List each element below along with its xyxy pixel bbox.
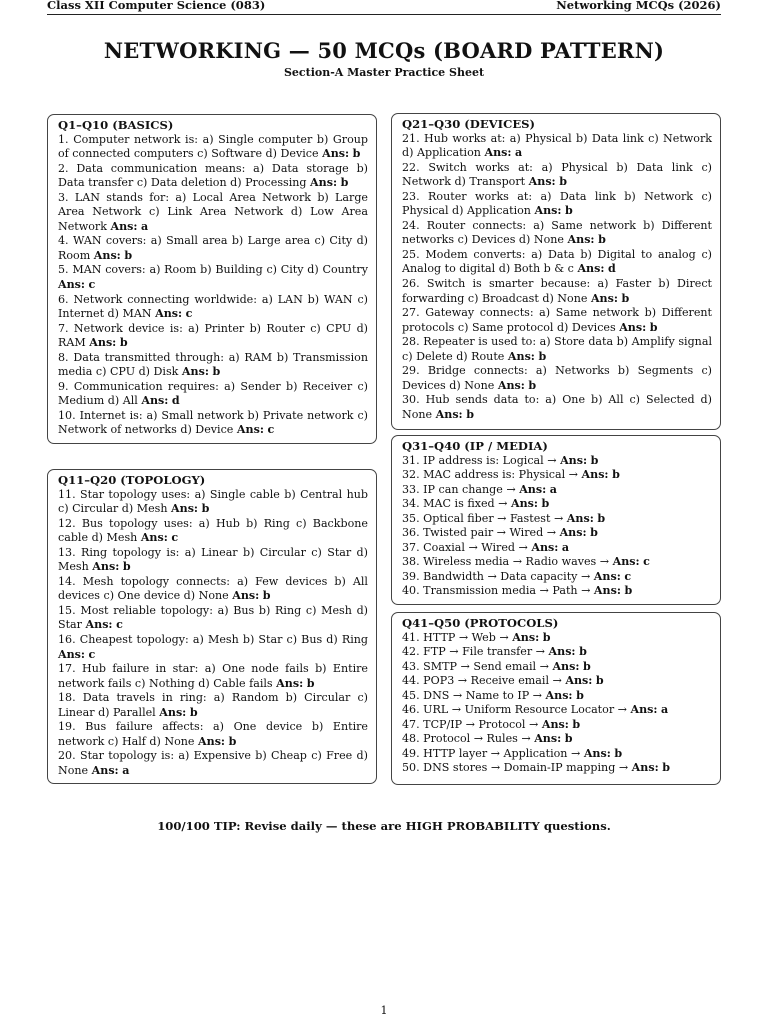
section-protocols <box>391 612 721 785</box>
answer-label: Ans: <box>619 320 647 334</box>
answer-label: Ans: <box>534 204 562 218</box>
question-item <box>402 689 712 704</box>
question-item <box>402 454 712 469</box>
question-item <box>402 645 712 660</box>
answer-value: b <box>662 761 670 775</box>
page-subtitle: Section-A Master Practice Sheet <box>283 66 485 79</box>
question-text: 12. Bus topology uses: a) Hub b) Ring c) Backbone cable d) Mesh <box>58 516 368 545</box>
question-text: 18. Data travels in ring: a) Random b) Circular c) Linear d) Parallel <box>58 691 368 719</box>
answer-value: b <box>559 175 567 189</box>
answer-label: Ans: <box>497 378 525 392</box>
page-header <box>47 0 721 15</box>
section-ip-media <box>391 435 721 605</box>
answer-value: a <box>549 482 557 496</box>
answer-label: Ans: <box>276 676 304 690</box>
answer-value: b <box>612 468 620 482</box>
question-item <box>402 718 712 733</box>
answer-value: d <box>607 262 616 276</box>
question-text: 21. Hub works at: a) Physical b) Data link c) Network d) Application <box>402 131 712 160</box>
answer-label: Ans: <box>583 746 611 760</box>
section-heading: Q31–Q40 (IP / MEDIA) <box>402 439 548 453</box>
question-item <box>402 132 712 161</box>
answer-label: Ans: <box>171 502 199 516</box>
question-item <box>58 351 368 380</box>
answer-label: Ans: <box>435 407 463 421</box>
answer-value: b <box>621 291 630 305</box>
answer-label: Ans: <box>548 645 576 659</box>
question-text: 23. Router works at: a) Data link b) Network c) Physical d) Application <box>402 189 712 218</box>
question-text: 29. Bridge connects: a) Networks b) Segments c) Devices d) None <box>402 364 712 392</box>
question-item <box>402 703 712 718</box>
question-text: 41. HTTP → Web → <box>402 630 509 644</box>
answer-value: c <box>643 555 650 569</box>
answer-label: Ans: <box>581 468 609 482</box>
answer-value: b <box>576 688 584 702</box>
question-text: 37. Coaxial → Wired → <box>402 540 528 554</box>
answer-value: b <box>597 511 606 525</box>
answer-label: Ans: <box>198 734 226 748</box>
question-item <box>58 322 368 351</box>
question-item <box>58 263 368 292</box>
question-text: 38. Wireless media → Radio waves → <box>402 555 610 569</box>
answer-label: Ans: <box>92 560 120 574</box>
answer-value: b <box>590 526 598 540</box>
question-item <box>58 380 368 409</box>
answer-label: Ans: <box>593 584 621 598</box>
question-text: 5. MAN covers: a) Room b) Building c) City d) Country <box>58 263 368 277</box>
answer-value: b <box>306 676 315 690</box>
answer-label: Ans: <box>58 647 86 661</box>
answer-label: Ans: <box>545 688 573 702</box>
section-heading: Q41–Q50 (PROTOCOLS) <box>402 616 559 630</box>
answer-label: Ans: <box>236 423 264 437</box>
answer-label: Ans: <box>565 674 593 688</box>
answer-label: Ans: <box>232 589 260 603</box>
question-item <box>402 277 712 306</box>
answer-label: Ans: <box>322 147 350 161</box>
question-item <box>402 219 712 248</box>
question-text: 7. Network device is: a) Printer b) Router c) CPU d) RAM <box>58 321 368 350</box>
answer-value: b <box>212 365 221 379</box>
answer-value: b <box>124 248 133 262</box>
answer-label: Ans: <box>159 705 187 719</box>
answer-value: a <box>661 703 669 717</box>
question-text: 10. Internet is: a) Small network b) Private network c) Network of networks d) Device <box>58 408 368 437</box>
question-text: 44. POP3 → Receive email → <box>402 674 562 688</box>
question-item <box>58 488 368 517</box>
question-item <box>402 161 712 190</box>
answer-value: b <box>538 349 547 363</box>
question-item <box>402 674 712 689</box>
question-item <box>402 570 712 585</box>
question-text: 39. Bandwidth → Data capacity → <box>402 569 591 583</box>
answer-value: c <box>171 531 179 545</box>
answer-label: Ans: <box>507 349 535 363</box>
question-item <box>58 691 368 720</box>
answer-value: c <box>116 618 123 632</box>
answer-value: b <box>572 717 581 731</box>
question-item <box>402 190 712 219</box>
question-text: 4. WAN covers: a) Small area b) Large area c) City d) Room <box>58 234 368 262</box>
answer-value: b <box>528 378 537 392</box>
section-basics <box>47 114 377 444</box>
answer-value: d <box>171 394 180 408</box>
question-item <box>58 575 368 604</box>
answer-value: b <box>228 734 237 748</box>
answer-label: Ans: <box>552 659 580 673</box>
question-item <box>402 526 712 541</box>
question-item <box>58 191 368 235</box>
section-heading: Q1–Q10 (BASICS) <box>58 118 174 132</box>
answer-value: b <box>201 502 210 516</box>
answer-label: Ans: <box>484 146 512 160</box>
question-text: 17. Hub failure in star: a) One node fails b) Entire network fails c) Nothing d) Cable fails <box>58 662 368 690</box>
question-item <box>402 631 712 646</box>
question-text: 48. Protocol → Rules → <box>402 732 531 746</box>
answer-label: Ans: <box>85 618 113 632</box>
answer-value: b <box>595 674 604 688</box>
question-text: 47. TCP/IP → Protocol → <box>402 717 539 731</box>
question-item <box>402 584 712 599</box>
question-item <box>402 497 712 512</box>
answer-value: b <box>564 732 573 746</box>
answer-label: Ans: <box>181 365 209 379</box>
question-item <box>58 604 368 633</box>
answer-label: Ans: <box>528 175 556 189</box>
answer-value: b <box>262 589 271 603</box>
answer-label: Ans: <box>593 569 621 583</box>
answer-value: a <box>561 540 570 554</box>
answer-value: a <box>122 763 130 777</box>
answer-label: Ans: <box>577 262 605 276</box>
answer-label: Ans: <box>566 511 594 525</box>
answer-label: Ans: <box>93 248 121 262</box>
answer-label: Ans: <box>560 453 588 467</box>
question-item <box>402 306 712 335</box>
answer-label: Ans: <box>310 176 338 190</box>
answer-label: Ans: <box>630 703 658 717</box>
question-text: 26. Switch is smarter because: a) Faster b) Direct forwarding c) Broadcast d) None <box>402 277 712 305</box>
question-text: 3. LAN stands for: a) Local Area Network b) Large Area Network c) Link Area Network d) Low Area Network <box>58 190 368 233</box>
answer-label: Ans: <box>511 497 539 511</box>
answer-value: a <box>515 146 523 160</box>
question-text: 13. Ring topology is: a) Linear b) Circular c) Star d) Mesh <box>58 545 368 574</box>
answer-value: c <box>267 423 275 437</box>
question-text: 43. SMTP → Send email → <box>402 659 549 673</box>
answer-value: b <box>189 705 198 719</box>
answer-value: b <box>119 336 128 350</box>
question-item <box>402 761 712 776</box>
answer-label: Ans: <box>631 761 659 775</box>
question-item <box>402 468 712 483</box>
answer-value: b <box>340 176 349 190</box>
question-item <box>402 660 712 675</box>
section-topology <box>47 469 377 784</box>
answer-label: Ans: <box>519 482 547 496</box>
answer-value: b <box>624 584 633 598</box>
question-item <box>58 633 368 662</box>
answer-value: b <box>598 233 606 247</box>
question-item <box>58 749 368 778</box>
question-item <box>402 732 712 747</box>
answer-label: Ans: <box>512 630 540 644</box>
answer-value: b <box>352 147 361 161</box>
question-text: 27. Gateway connects: a) Same network b) Different protocols c) Same protocol d) Devices <box>402 306 712 334</box>
answer-value: b <box>542 630 551 644</box>
question-text: 11. Star topology uses: a) Single cable b) Central hub c) Circular d) Mesh <box>58 487 368 516</box>
question-text: 40. Transmission media → Path → <box>402 584 591 598</box>
header-right: Networking MCQs (2026) <box>556 0 721 12</box>
page-number: 1 <box>380 1004 388 1017</box>
answer-value: a <box>141 219 149 233</box>
question-item <box>402 747 712 762</box>
question-text: 33. IP can change → <box>402 482 516 496</box>
question-item <box>402 483 712 498</box>
section-heading: Q11–Q20 (TOPOLOGY) <box>58 473 206 487</box>
answer-label: Ans: <box>567 233 595 247</box>
answer-value: b <box>122 560 131 574</box>
answer-label: Ans: <box>141 394 169 408</box>
answer-label: Ans: <box>110 219 138 233</box>
answer-value: b <box>590 453 599 467</box>
answer-value: b <box>466 407 474 421</box>
question-text: 30. Hub sends data to: a) One b) All c) Selected d) None <box>402 393 712 421</box>
question-item <box>58 662 368 691</box>
answer-value: b <box>614 746 623 760</box>
question-text: 35. Optical fiber → Fastest → <box>402 511 564 525</box>
question-text: 28. Repeater is used to: a) Store data b) Amplify signal c) Delete d) Route <box>402 335 712 363</box>
question-item <box>58 234 368 263</box>
question-text: 2. Data communication means: a) Data storage b) Data transfer c) Data deletion d) Processing <box>58 161 368 190</box>
question-text: 8. Data transmitted through: a) RAM b) Transmission media c) CPU d) Disk <box>58 350 368 379</box>
section-heading: Q21–Q30 (DEVICES) <box>402 117 536 131</box>
question-item <box>58 133 368 162</box>
answer-value: c <box>88 278 96 292</box>
answer-label: Ans: <box>531 540 559 554</box>
question-text: 36. Twisted pair → Wired → <box>402 526 557 540</box>
question-text: 22. Switch works at: a) Physical b) Data link c) Network d) Transport <box>402 160 712 189</box>
question-text: 6. Network connecting worldwide: a) LAN b) WAN c) Internet d) MAN <box>58 292 368 321</box>
question-text: 16. Cheapest topology: a) Mesh b) Star c) Bus d) Ring <box>58 633 368 647</box>
answer-label: Ans: <box>89 336 117 350</box>
question-item <box>58 409 368 438</box>
question-text: 14. Mesh topology connects: a) Few devices b) All devices c) One device d) None <box>58 574 368 603</box>
question-text: 20. Star topology is: a) Expensive b) Cheap c) Free d) None <box>58 749 368 777</box>
answer-label: Ans: <box>155 307 183 321</box>
answer-value: c <box>88 647 96 661</box>
question-item <box>58 517 368 546</box>
answer-value: b <box>541 497 550 511</box>
question-text: 49. HTTP layer → Application → <box>402 746 581 760</box>
header-left: Class XII Computer Science (083) <box>47 0 266 12</box>
question-text: 9. Communication requires: a) Sender b) Receiver c) Medium d) All <box>58 379 368 408</box>
question-text: 31. IP address is: Logical → <box>402 453 557 467</box>
answer-value: b <box>579 645 587 659</box>
question-text: 46. URL → Uniform Resource Locator → <box>402 703 627 717</box>
answer-label: Ans: <box>58 278 86 292</box>
question-text: 24. Router connects: a) Same network b) Different networks c) Devices d) None <box>402 218 712 247</box>
question-text: 42. FTP → File transfer → <box>402 645 545 659</box>
answer-value: b <box>649 320 658 334</box>
answer-value: b <box>565 204 573 218</box>
answer-label: Ans: <box>140 531 168 545</box>
question-text: 15. Most reliable topology: a) Bus b) Ring c) Mesh d) Star <box>58 603 368 632</box>
question-text: 34. MAC is fixed → <box>402 497 508 511</box>
question-item <box>58 720 368 749</box>
question-item <box>402 335 712 364</box>
answer-label: Ans: <box>534 732 562 746</box>
question-text: 19. Bus failure affects: a) One device b) Entire network c) Half d) None <box>58 720 368 748</box>
answer-label: Ans: <box>91 763 119 777</box>
question-item <box>58 293 368 322</box>
question-item <box>402 393 712 422</box>
answer-label: Ans: <box>559 526 587 540</box>
answer-label: Ans: <box>590 291 618 305</box>
question-item <box>58 546 368 575</box>
question-text: 32. MAC address is: Physical → <box>402 468 578 482</box>
question-text: 50. DNS stores → Domain-IP mapping → <box>402 761 629 775</box>
question-text: 1. Computer network is: a) Single computer b) Group of connected computers c) Software d) Device <box>58 132 368 161</box>
question-item <box>402 541 712 556</box>
answer-label: Ans: <box>612 555 640 569</box>
answer-value: c <box>185 307 193 321</box>
page-title: NETWORKING — 50 MCQs (BOARD PATTERN) <box>103 38 665 63</box>
answer-label: Ans: <box>541 717 569 731</box>
answer-value: c <box>624 569 632 583</box>
question-item <box>58 162 368 191</box>
question-text: 45. DNS → Name to IP → <box>402 688 542 702</box>
question-item <box>402 248 712 277</box>
revision-tip: 100/100 TIP: Revise daily — these are HIGH PROBABILITY questions. <box>157 819 611 833</box>
question-item <box>402 364 712 393</box>
question-text: 25. Modem converts: a) Data b) Digital to analog c) Analog to digital d) Both b & c <box>402 247 712 276</box>
answer-value: b <box>582 659 591 673</box>
section-devices <box>391 113 721 430</box>
question-item <box>402 555 712 570</box>
question-item <box>402 512 712 527</box>
